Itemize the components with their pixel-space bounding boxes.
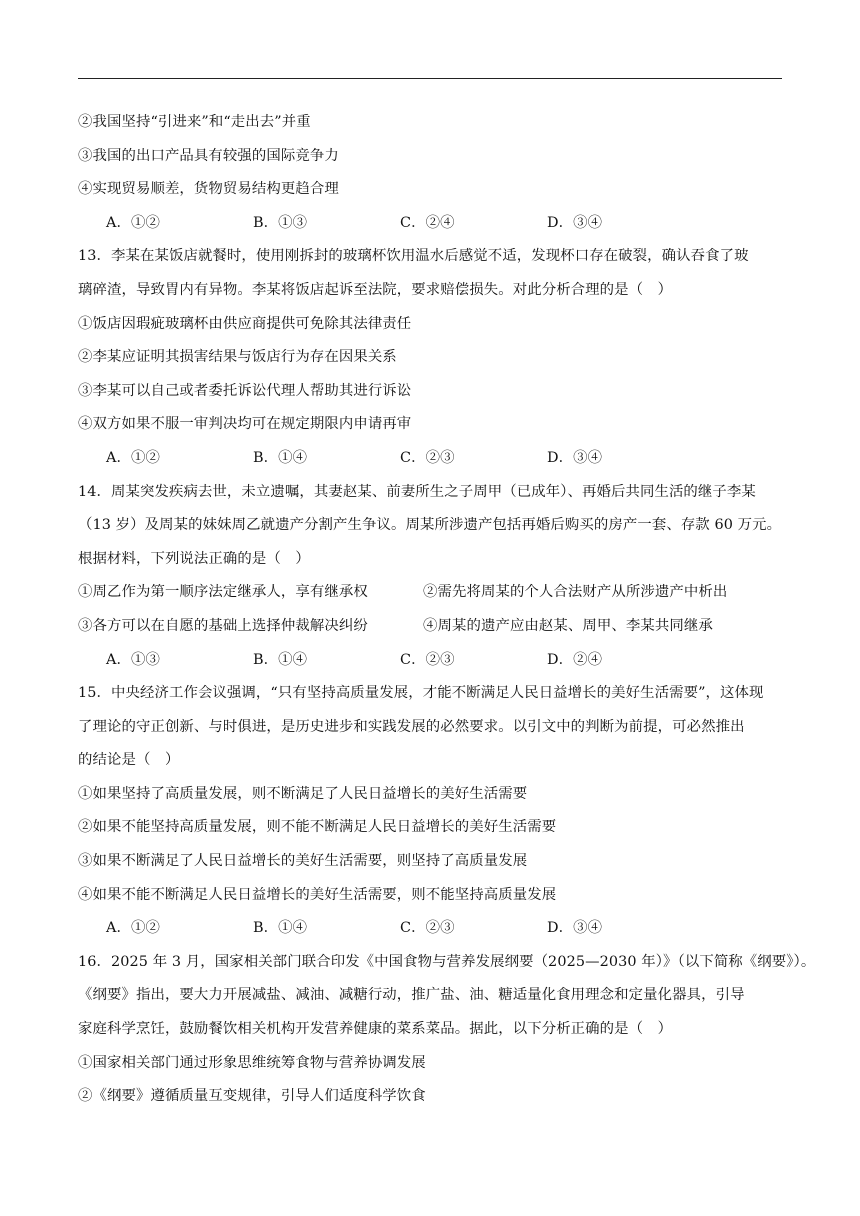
q14-option-c: C．②③ [400,651,455,668]
q12-option-c: C．②④ [400,214,455,231]
q15-options [78,912,784,946]
q14-item-3: ③各方可以在自愿的基础上选择仲裁解决纠纷 [78,617,368,634]
q15-stem-line-3: 的结论是（ ） [78,752,180,769]
q15-option-a: A．①② [106,920,160,937]
exam-page-content [78,106,816,1114]
question-12 [78,106,784,240]
header-rule [78,78,782,79]
q15-item-3: ③如果不断满足了人民日益增长的美好生活需要，则坚持了高质量发展 [78,853,528,870]
q13-stem-line-1: 13．李某在某饭店就餐时，使用刚拆封的玻璃杯饮用温水后感觉不适，发现杯口存在破裂，确认吞食了玻 [78,248,749,265]
q14-stem-line-2: （13 岁）及周某的妹妹周乙就遗产分割产生争议。周某所涉遗产包括再婚后购买的房产一套、存款 60 万元。 [78,517,782,534]
q15-option-b: B．①④ [253,920,308,937]
q13-item-4: ④双方如果不服一审判决均可在规定期限内申请再审 [78,416,412,433]
q14-stem-line-3: 根据材料，下列说法正确的是（ ） [78,550,310,567]
q13-option-c: C．②③ [400,449,455,466]
q13-item-3: ③李某可以自己或者委托诉讼代理人帮助其进行诉讼 [78,382,412,399]
q15-stem-line-1: 15．中央经济工作会议强调，“只有坚持高质量发展，才能不断满足人民日益增长的美好生活需要”，这体现 [78,685,764,702]
q13-option-d: D．③④ [547,449,603,466]
question-16 [78,946,816,1114]
q12-options [78,207,784,241]
q16-stem-line-3: 家庭科学烹饪，鼓励餐饮相关机构开发营养健康的菜系菜品。据此，以下分析正确的是（ ） [78,1021,673,1038]
q13-option-b: B．①④ [253,449,308,466]
q16-item-1: ①国家相关部门通过形象思维统筹食物与营养协调发展 [78,1054,426,1071]
q14-options [78,644,784,678]
q14-items-row-1 [78,576,784,610]
q15-item-2: ②如果不能坚持高质量发展，则不能不断满足人民日益增长的美好生活需要 [78,819,557,836]
q12-option-a: A．①② [106,214,160,231]
q16-stem-line-1: 16．2025 年 3 月，国家相关部门联合印发《中国食物与营养发展纲要（2025—2030 年）》（以下简称《纲要》）。 [78,953,816,970]
q15-option-c: C．②③ [400,920,455,937]
q13-option-a: A．①② [106,449,160,466]
q16-stem-line-2: 《纲要》指出，要大力开展减盐、减油、减糖行动，推广盐、油、糖适量化食用理念和定量化器具，引导 [78,987,745,1004]
q14-option-b: B．①④ [253,651,308,668]
q15-item-1: ①如果坚持了高质量发展，则不断满足了人民日益增长的美好生活需要 [78,785,528,802]
q14-option-d: D．②④ [547,651,603,668]
q13-item-2: ②李某应证明其损害结果与饭店行为存在因果关系 [78,349,397,366]
q16-item-2: ②《纲要》遵循质量互变规律，引导人们适度科学饮食 [78,1088,426,1105]
question-15 [78,677,784,946]
q12-item-3: ③我国的出口产品具有较强的国际竞争力 [78,147,339,164]
q13-stem-line-2: 璃碎渣，导致胃内有异物。李某将饭店起诉至法院，要求赔偿损失。对此分析合理的是（ ） [78,281,673,298]
q14-stem-line-1: 14．周某突发疾病去世，未立遗嘱，其妻赵某、前妻所生之子周甲（已成年）、再婚后共同生活的继子李某 [78,483,756,500]
question-14 [78,476,784,678]
q12-item-4: ④实现贸易顺差，货物贸易结构更趋合理 [78,181,339,198]
q14-item-1: ①周乙作为第一顺序法定继承人，享有继承权 [78,584,368,601]
q15-item-4: ④如果不能不断满足人民日益增长的美好生活需要，则不能坚持高质量发展 [78,886,557,903]
q12-option-d: D．③④ [547,214,603,231]
q12-option-b: B．①③ [253,214,308,231]
question-13 [78,240,784,475]
q13-item-1: ①饭店因瑕疵玻璃杯由供应商提供可免除其法律责任 [78,315,412,332]
q15-option-d: D．③④ [547,920,603,937]
q14-items-row-2 [78,610,784,644]
q15-stem-line-2: 了理论的守正创新、与时俱进，是历史进步和实践发展的必然要求。以引文中的判断为前提，可必然推出 [78,718,745,735]
q12-item-2: ②我国坚持“引进来”和“走出去”并重 [78,114,311,130]
q14-option-a: A．①③ [106,651,160,668]
q14-item-2: ②需先将周某的个人合法财产从所涉遗产中析出 [423,584,728,601]
q13-options [78,442,784,476]
q14-item-4: ④周某的遗产应由赵某、周甲、李某共同继承 [423,617,713,634]
